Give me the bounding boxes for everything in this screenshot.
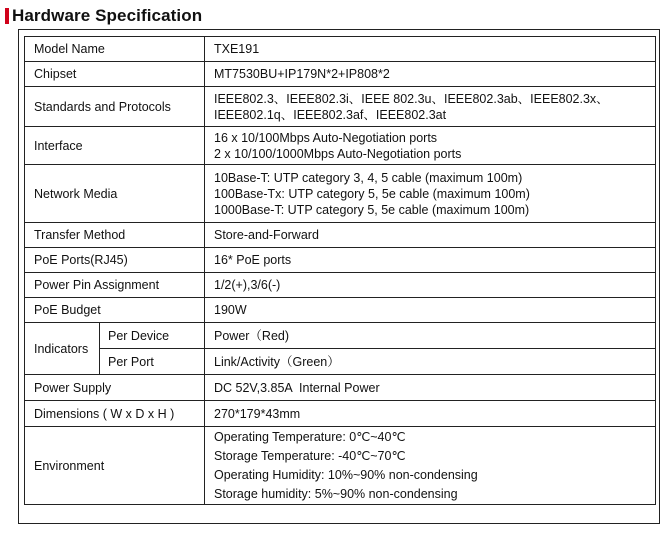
per-device-value: Power（Red) <box>205 323 656 349</box>
row-label: Environment <box>25 427 205 505</box>
table-row <box>25 323 656 349</box>
row-label: Model Name <box>25 37 205 62</box>
indicators-label: Indicators <box>25 323 100 375</box>
row-label: Standards and Protocols <box>25 87 205 127</box>
row-value: DC 52V,3.85A Internal Power <box>205 375 656 401</box>
table-row <box>25 127 656 165</box>
row-value: 10Base-T: UTP category 3, 4, 5 cable (maximum 100m) 100Base-Tx: UTP category 5, 5e cable (maximum 100m) 1000Base-T: UTP category 5, 5e cable (maximum 100m) <box>205 165 656 223</box>
row-label: PoE Ports(RJ45) <box>25 248 205 273</box>
heading-accent-bar <box>5 8 9 24</box>
row-label: Dimensions ( W x D x H ) <box>25 401 205 427</box>
table-row <box>25 349 656 375</box>
row-label: Power Pin Assignment <box>25 273 205 298</box>
row-label: Power Supply <box>25 375 205 401</box>
row-value: IEEE802.3、IEEE802.3i、IEEE 802.3u、IEEE802.3ab、IEEE802.3x、 IEEE802.1q、IEEE802.3af、IEEE802.3at <box>205 87 656 127</box>
row-label: PoE Budget <box>25 298 205 323</box>
table-row <box>25 427 656 505</box>
table-row <box>25 401 656 427</box>
row-value: 270*179*43mm <box>205 401 656 427</box>
table-row <box>25 273 656 298</box>
table-row <box>25 248 656 273</box>
row-value: 16* PoE ports <box>205 248 656 273</box>
table-row <box>25 62 656 87</box>
table-row <box>25 87 656 127</box>
row-value: 16 x 10/100Mbps Auto-Negotiation ports 2 x 10/100/1000Mbps Auto-Negotiation ports <box>205 127 656 165</box>
row-label: Interface <box>25 127 205 165</box>
per-device-label: Per Device <box>100 323 205 349</box>
per-port-value: Link/Activity（Green） <box>205 349 656 375</box>
table-row <box>25 298 656 323</box>
per-port-label: Per Port <box>100 349 205 375</box>
spec-table <box>24 36 656 505</box>
row-value: Store-and-Forward <box>205 223 656 248</box>
table-row <box>25 375 656 401</box>
row-label: Network Media <box>25 165 205 223</box>
table-row <box>25 165 656 223</box>
row-label: Chipset <box>25 62 205 87</box>
section-title: Hardware Specification <box>12 6 203 25</box>
row-value: MT7530BU+IP179N*2+IP808*2 <box>205 62 656 87</box>
row-value: 190W <box>205 298 656 323</box>
row-value: Operating Temperature: 0℃~40℃ Storage Temperature: -40℃~70℃ Operating Humidity: 10%~90% non-condensing Storage humidity: 5%~90% non-condensing <box>205 427 656 505</box>
row-value: TXE191 <box>205 37 656 62</box>
section-heading <box>5 5 202 27</box>
row-label: Transfer Method <box>25 223 205 248</box>
row-value: 1/2(+),3/6(-) <box>205 273 656 298</box>
table-row <box>25 37 656 62</box>
table-row <box>25 223 656 248</box>
